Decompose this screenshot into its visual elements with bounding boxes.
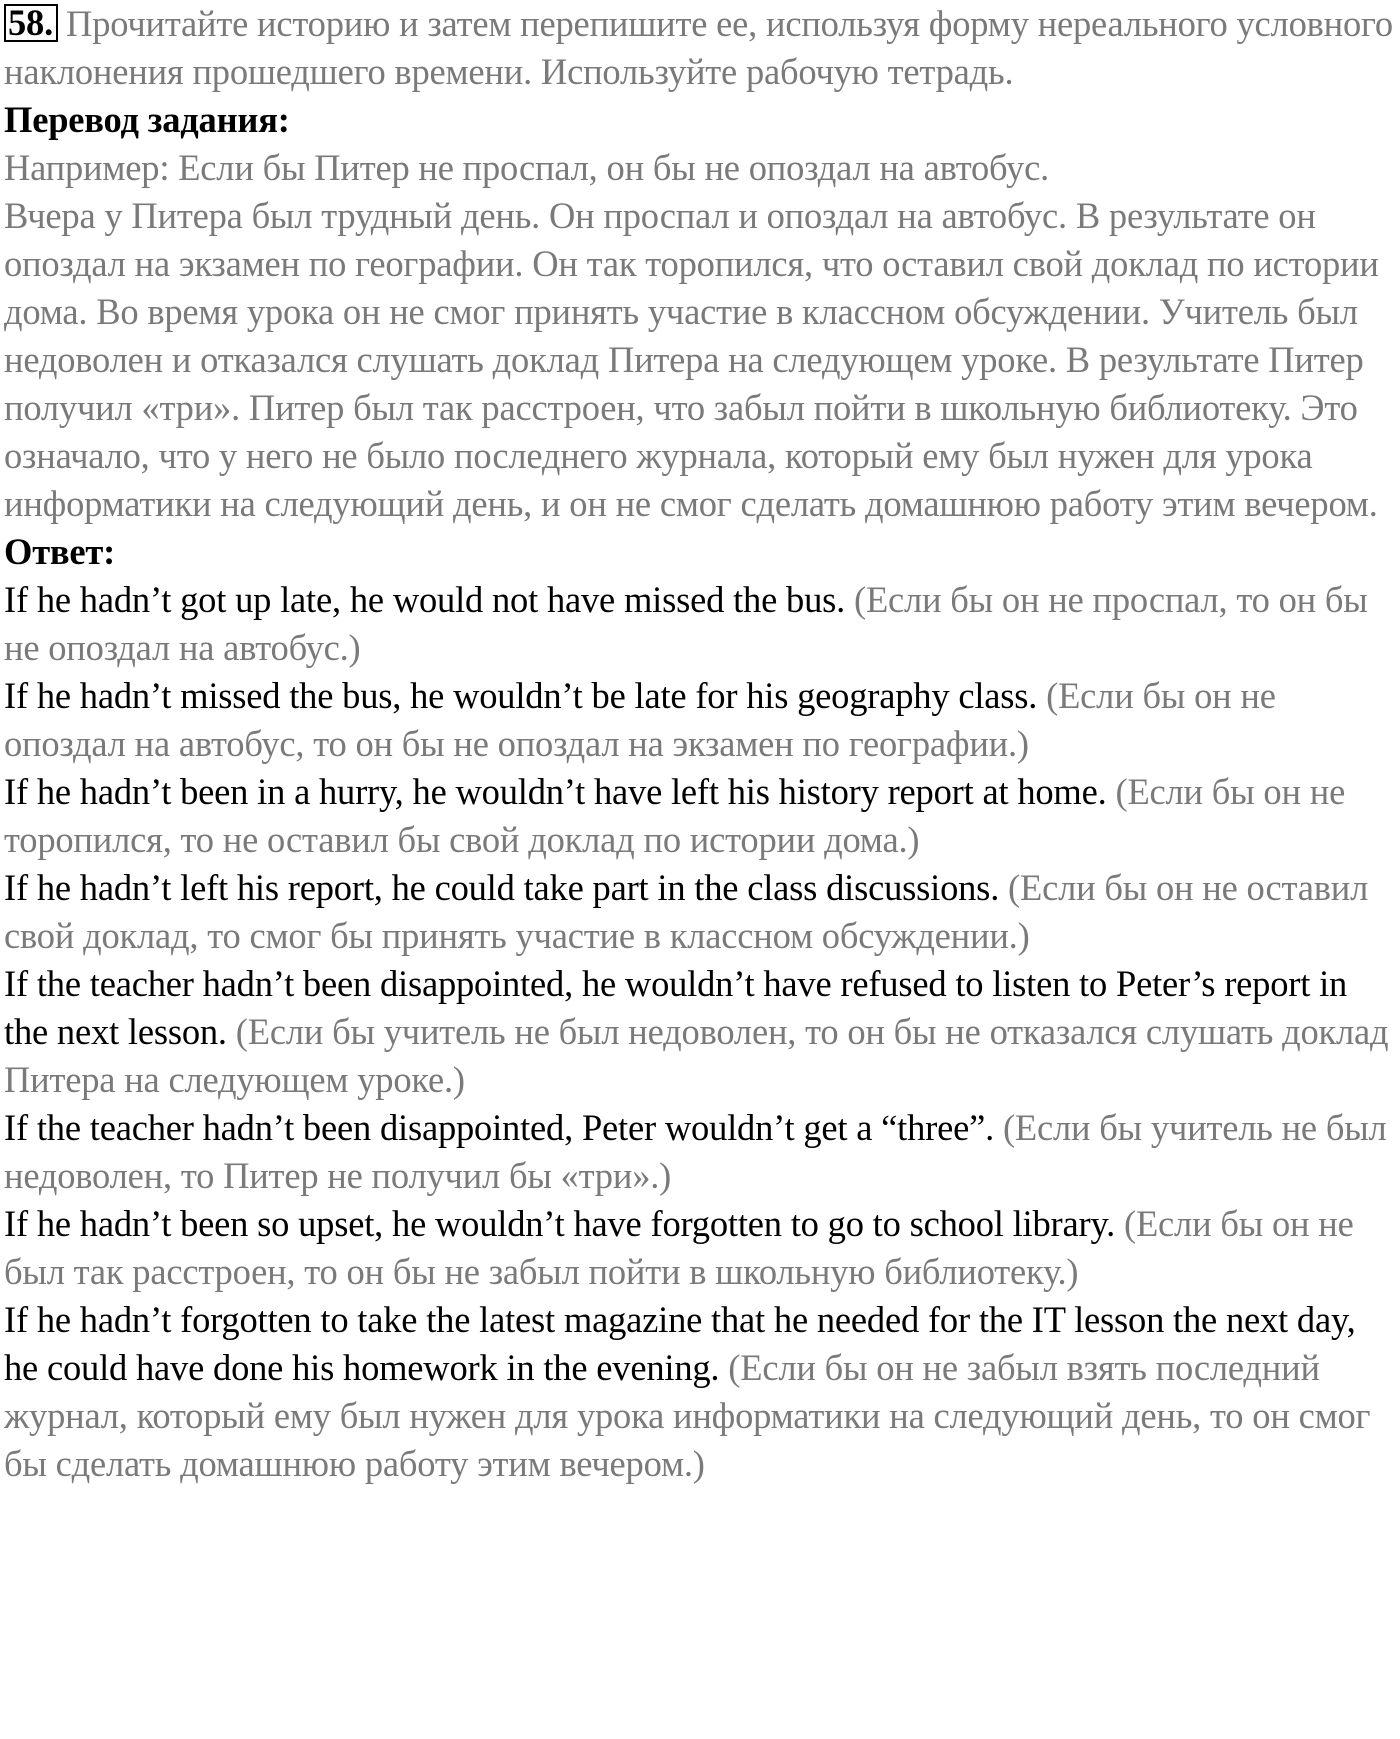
answer-english: If he hadn’t been in a hurry, he wouldn’t have left his history report at home.: [4, 771, 1116, 812]
answer-item: [4, 960, 1396, 1104]
answer-item: [4, 576, 1396, 672]
answer-russian: (Если бы он не забыл взять последний журнал, который ему был нужен для урока информатики на следующий день, то он смог бы сделать домашнюю работу этим вечером.): [4, 1347, 1371, 1484]
answer-russian: (Если бы он не был так расстроен, то он бы не забыл пойти в школьную библиотеку.): [4, 1203, 1354, 1292]
answer-english: If the teacher hadn’t been disappointed, he wouldn’t have refused to listen to Peter’s report in the next lesson.: [4, 963, 1348, 1052]
translation-story: Вчера у Питера был трудный день. Он проспал и опоздал на автобус. В результате он опоздал на экзамен по географии. Он так торопился, что оставил свой доклад по истории дома. Во время урока он не смог принять участие в классном обсуждении. Учитель был недоволен и отказался слушать доклад Питера на следующем уроке. В результате Питер получил «три». Питер был так расстроен, что забыл пойти в школьную библиотеку. Это означало, что у него не было последнего журнала, который ему был нужен для урока информатики на следующий день, и он не смог сделать домашнюю работу этим вечером.: [4, 195, 1379, 524]
exercise-page: [4, 0, 1396, 1488]
exercise-instruction: Прочитайте историю и затем перепишите ее, используя форму нереального условного наклонения прошедшего времени. Используйте рабочую тетрадь.: [4, 3, 1393, 92]
answer-item: [4, 1296, 1396, 1488]
answer-english: If he hadn’t missed the bus, he wouldn’t be late for his geography class.: [4, 675, 1047, 716]
translation-heading: Перевод задания:: [4, 99, 290, 140]
translation-example: Например: Если бы Питер не проспал, он бы не опоздал на автобус.: [4, 147, 1050, 188]
answer-russian: (Если бы он не проспал, то он бы не опоздал на автобус.): [4, 579, 1368, 668]
answer-english: If he hadn’t got up late, he would not have missed the bus.: [4, 579, 854, 620]
exercise-number: 58.: [4, 4, 58, 42]
answer-russian: (Если бы он не оставил свой доклад, то смог бы принять участие в классном обсуждении.): [4, 867, 1369, 956]
exercise-instruction-block: [4, 0, 1396, 96]
answer-russian: (Если бы учитель не был недоволен, то он бы не отказался слушать доклад Питера на следующем уроке.): [4, 1011, 1389, 1100]
answer-english: If he hadn’t been so upset, he wouldn’t have forgotten to go to school library.: [4, 1203, 1124, 1244]
answer-item: [4, 1200, 1396, 1296]
answer-english: If the teacher hadn’t been disappointed, Peter wouldn’t get a “three”.: [4, 1107, 1003, 1148]
answer-item: [4, 864, 1396, 960]
answer-item: [4, 672, 1396, 768]
answer-russian: (Если бы он не торопился, то не оставил бы свой доклад по истории дома.): [4, 771, 1346, 860]
answer-english: If he hadn’t forgotten to take the latest magazine that he needed for the IT lesson the next day, he could have done his homework in the evening.: [4, 1299, 1356, 1388]
answer-item: [4, 768, 1396, 864]
answer-list: [4, 576, 1396, 1488]
answer-item: [4, 1104, 1396, 1200]
answer-heading: Ответ:: [4, 531, 116, 572]
answer-russian: (Если бы учитель не был недоволен, то Питер не получил бы «три».): [4, 1107, 1387, 1196]
answer-russian: (Если бы он не опоздал на автобус, то он бы не опоздал на экзамен по географии.): [4, 675, 1276, 764]
answer-english: If he hadn’t left his report, he could take part in the class discussions.: [4, 867, 1009, 908]
